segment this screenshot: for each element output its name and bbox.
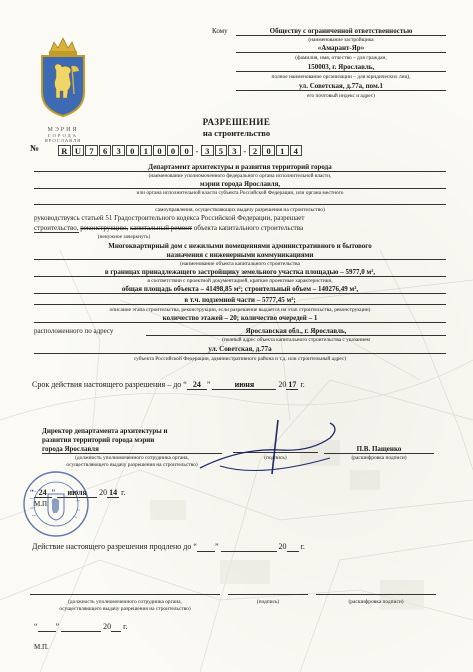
- option-tail: объекта капитального строительства: [193, 224, 304, 232]
- permit-number-cell: 7: [85, 145, 98, 156]
- permit-number-cell: 5: [215, 145, 228, 156]
- permit-number-dash: -: [195, 147, 199, 156]
- to-org: Обществу с ограниченной ответственностью: [236, 27, 446, 36]
- validity-quote-close: ”: [206, 380, 211, 389]
- permit-number-cell: U: [72, 145, 85, 156]
- permit-number-cell: 3: [112, 145, 125, 156]
- permit-number-dash: -: [243, 147, 247, 156]
- permit-number-cell: 3: [201, 145, 214, 156]
- floors: количество этажей – 20; количество очередей – 1: [34, 314, 446, 323]
- cap-stage: описание этапа строительства, реконструкции, если разрешение выдается на этап строительства, реконструкции): [109, 307, 371, 313]
- permit-number-cell: 1: [276, 145, 289, 156]
- validity-text: Срок действия настоящего разрешения – до: [32, 380, 182, 389]
- ext-date-quote-open: “: [34, 622, 38, 631]
- authority-name1: Департамент архитектуры и развития территорий города: [34, 163, 446, 172]
- permit-number-cell: 3: [228, 145, 241, 156]
- extension-year-prefix: 20: [278, 542, 287, 551]
- signer-cap-post2: осуществляющего выдачу разрешения на строительство): [66, 462, 198, 468]
- permit-number-cell: 0: [262, 145, 275, 156]
- validity-year-suffix: г.: [300, 380, 305, 389]
- ext-date-year-blank: [111, 622, 121, 632]
- signer-date-month: июля: [57, 488, 97, 498]
- signer-title1: Директор департамента архитектуры и: [42, 427, 168, 435]
- validity-month: июня: [212, 380, 276, 390]
- signer-date-quote-open: “: [30, 488, 34, 497]
- signer-date-year-prefix: 20: [99, 488, 108, 497]
- option-construction: строительство,: [34, 224, 79, 232]
- city-emblem: [28, 34, 98, 144]
- handwritten-signature: [180, 408, 360, 478]
- to-cap4: его почтовый индекс и адрес): [307, 93, 375, 99]
- ext-mp: М.П.: [34, 643, 49, 651]
- ext-date-month-blank: [61, 622, 101, 632]
- validity-quote-open: “: [183, 380, 187, 389]
- validity-year: 17: [288, 380, 297, 389]
- law-text: руководствуясь статьей 51 Градостроительного кодекса Российской Федерации, разрешает: [34, 214, 305, 222]
- to-address2: ул. Советская, д.77а, пом.1: [236, 82, 446, 91]
- cap-address2: субъекта Российской Федерации, административного района и т.д. или строительный адрес): [133, 356, 347, 362]
- extension-line: [32, 542, 305, 552]
- extension-year-blank: [287, 542, 299, 552]
- ext-cap-post1: (должность уполномоченного сотрудника органа,: [68, 599, 182, 605]
- object-area: общая площадь объекта – 41498,85 м²; строительный объем – 140276,49 м³,: [34, 285, 446, 294]
- signer-mp: М.П.: [34, 500, 49, 508]
- signer-date-year: 14: [109, 488, 118, 497]
- permit-number: [58, 141, 303, 159]
- extension-day-blank: [197, 542, 215, 552]
- ext-cap-post2: осуществляющего выдачу разрешения на строительство): [59, 606, 191, 612]
- number-prefix: №: [30, 143, 40, 153]
- ext-date-quote-close: ”: [55, 622, 60, 631]
- emblem-line2: ГОРОДА: [47, 133, 78, 138]
- permit-number-cell: 0: [153, 145, 166, 156]
- emblem-line3: ЯРОСЛАВЛЯ: [44, 138, 82, 143]
- extension-text: Действие настоящего разрешения продлено до: [32, 542, 192, 551]
- to-cap3: полное наименование организации – для юридических лиц),: [271, 74, 411, 80]
- plot-area: в границах принадлежащего застройщику земельного участка площадью – 5977,0 м²,: [34, 268, 446, 277]
- signer-date-quote-close: ”: [51, 488, 56, 497]
- located-label: расположенного по адресу: [34, 327, 114, 335]
- object-address2: ул. Советская, д.77а: [34, 345, 446, 354]
- cap-doc: в соответствии с проектной документацией, краткие проектные характеристики,: [147, 278, 333, 284]
- validity-year-prefix: 20: [278, 380, 287, 389]
- ext-date-day-blank: [38, 622, 56, 632]
- extension-quote-close: ”: [214, 542, 219, 551]
- to-name: «Амарант-Яр»: [236, 44, 446, 53]
- ext-date-year-suffix: г.: [123, 622, 128, 631]
- validity-day: 24: [187, 380, 207, 390]
- cap-object: (наименование объекта капитального строительства: [180, 261, 300, 267]
- ext-post-line: [30, 594, 220, 595]
- to-cap2: (фамилия, имя, отчество – для граждан,: [295, 55, 387, 61]
- cap-address1: (полный адрес объекта капитального строительства с указанием: [222, 337, 370, 343]
- signer-date-year-suffix: г.: [121, 488, 126, 497]
- permit-number-cell: 0: [180, 145, 193, 156]
- title-line1: РАЗРЕШЕНИЕ: [202, 117, 271, 127]
- extension-quote-open: “: [193, 542, 197, 551]
- signer-date-day: 24: [34, 488, 52, 498]
- official-round-stamp: [22, 470, 90, 538]
- permit-number-cell: 0: [126, 145, 139, 156]
- authority-name2: мэрии города Ярославля,: [34, 180, 446, 189]
- ext-decode-line: [316, 594, 436, 595]
- validity-line: [32, 380, 305, 390]
- signer-title2: развития территорий города мэрии: [42, 436, 155, 444]
- emblem-line1: МЭРИЯ: [47, 127, 79, 133]
- ext-date-year-prefix: 20: [103, 622, 112, 631]
- signer-cap-post1: (должность уполномоченного сотрудника органа,: [75, 455, 189, 461]
- to-cap1: (наименование застройщика: [308, 37, 374, 43]
- extension-year-suffix: г.: [300, 542, 305, 551]
- ext-sign-line: [228, 594, 308, 595]
- permit-number-cell: R: [58, 145, 71, 156]
- authority-cap3: самоуправления, осуществляющих выдачу разрешения на строительство): [155, 207, 325, 213]
- signer-title3: города Ярославля: [42, 445, 222, 454]
- permit-number-cell: 1: [140, 145, 153, 156]
- permit-number-cell: 6: [99, 145, 112, 156]
- works-options: [34, 224, 448, 232]
- permit-number-cell: 4: [290, 145, 303, 156]
- object-address1: Ярославская обл., г. Ярославль,: [146, 327, 446, 336]
- object-line2: назначения с инженерными коммуникациями: [34, 251, 446, 260]
- option-reconstruction: реконструкцию,: [80, 224, 129, 232]
- signer-cap-decode: (расшифровка подписи): [351, 455, 407, 461]
- ext-date: [34, 622, 128, 632]
- authority-cap1: (наименование уполномоченного федерального органа исполнительной власти,: [148, 173, 332, 179]
- object-line1: Многоквартирный дом с нежилыми помещениями административного и бытового: [108, 242, 372, 250]
- ext-cap-decode: (расшифровка подписи): [348, 599, 404, 605]
- signer-name: П.В. Пащенко: [324, 445, 434, 454]
- signer-cap-sign: (подпись): [264, 455, 287, 461]
- underground-volume: в т.ч. подземной части – 5777,45 м³;: [34, 296, 446, 305]
- permit-number-cell: 0: [167, 145, 180, 156]
- to-prefix: Кому: [212, 27, 228, 35]
- permit-number-cell: 2: [249, 145, 262, 156]
- coat-of-arms-icon: [28, 34, 98, 120]
- cap-strike: (ненужное зачеркнуть): [97, 234, 151, 240]
- authority-cap2: или органа исполнительной власти субъекта Российской Федерации, или органа местного: [136, 190, 344, 196]
- to-address1: 150003, г. Ярославль,: [236, 63, 446, 72]
- extension-month-blank: [221, 542, 277, 552]
- title-line2: на строительство: [202, 128, 271, 138]
- authority-blank-line: [34, 199, 446, 205]
- option-repair: капитальный ремонт: [129, 224, 193, 232]
- ext-cap-sign: (подпись): [256, 599, 280, 605]
